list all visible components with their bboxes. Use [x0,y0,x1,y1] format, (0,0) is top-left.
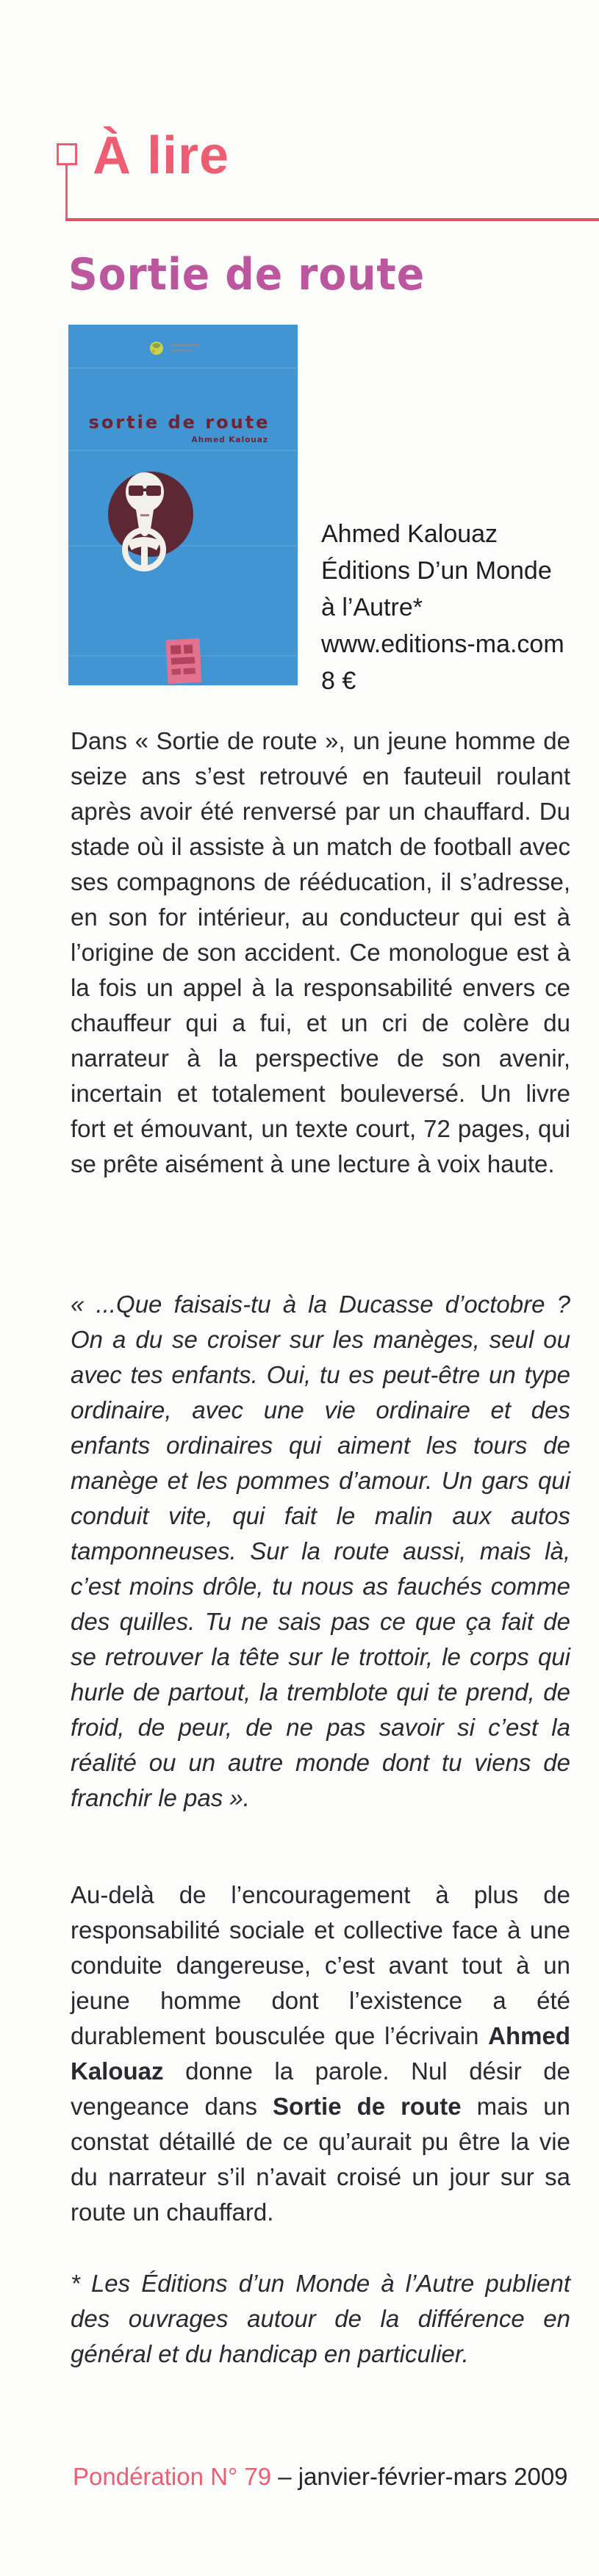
book-excerpt-quote: « ...Que faisais-tu à la Ducasse d’octobre ? On a du se croiser sur les manèges, seul ou avec tes enfants. Oui, tu es peut-être un type ordinaire, avec une vie ordinaire et des enfants ordinaires qui aiment les tours de manège et les pommes d’amour. Un gars qui conduit vite, qui fait le malin aux autos tamponneuses. Sur la route aussi, mais là, c’est moins drôle, tu nous as fauchés comme des quilles. Tu ne sais pas ce que ça fait de se retrouver la tête sur le trottoir, le corps qui hurle de partout, la tremblote qui te prend, de froid, de peur, de ne pas savoir si c’est la réalité ou un autre monde dont tu viens de franchir le pas ». [71,1291,570,1811]
book-website: www.editions-ma.com [321,630,564,658]
article-title: Sortie de route [68,249,426,300]
review-paragraph-2 [71,1877,570,2230]
book-author: Ahmed Kalouaz [321,520,498,548]
section-marker-icon [57,143,77,165]
author-name-bold: Ahmed Kalouaz [71,2022,570,2085]
section-rule-vertical [65,165,68,219]
magazine-issue: Pondération N° 79 [73,2463,272,2490]
book-publisher-line2: à l’Autre* [321,594,423,621]
section-title: À lire [93,126,230,185]
cover-title: sortie de route [88,412,270,433]
publication-info [321,516,575,699]
section-rule-horizontal [65,218,599,221]
issue-date: – janvier-février-mars 2009 [271,2463,568,2490]
review-paragraph-1: Dans « Sortie de route », un jeune homme de seize ans s’est retrouvé en fauteuil roulant après avoir été renversé par un chauffard. Du stade où il assiste à un match de football avec ses compagnons de rééducation, il s’adresse, en son for intérieur, au conducteur qui est à l’origine de son accident. Ce monologue est à la fois un appel à la responsabilité envers ce chauffeur qui a fui, et un cri de colère du narrateur à la perspective de son avenir, incertain et totalement bouleversé. Un livre fort et émouvant, un texte court, 72 pages, qui se prête aisément à une lecture à voix haute. [71,727,570,1177]
book-cover [68,325,298,685]
book-price: 8 € [321,667,356,695]
book-publisher-line1: Éditions D’un Monde [321,557,552,585]
review-paragraph-2-text: mais un constat détaillé de ce qu’aurait pu être la vie du narrateur s’il n’avait croisé un jour sur sa route un chauffard. [71,2093,570,2226]
publisher-footnote: * Les Éditions d’un Monde à l’Autre publient des ouvrages autour de la différence en général et du handicap en particulier. [71,2270,570,2367]
cover-author: Ahmed Kalouaz [191,436,268,444]
review-paragraph-2-text: Au-delà de l’encouragement à plus de responsabilité sociale et collective face à une conduite dangereuse, c’est avant tout à un jeune homme dont l’existence a été durablement bousculée que l’écrivain [71,1881,570,2049]
book-title-bold: Sortie de route [273,2093,462,2120]
page-footer [73,2462,587,2492]
review-paragraph-2-text: donne la parole. Nul désir de vengeance dans [71,2057,570,2120]
book-cover-image [68,325,298,685]
cover-stamp [165,638,201,684]
